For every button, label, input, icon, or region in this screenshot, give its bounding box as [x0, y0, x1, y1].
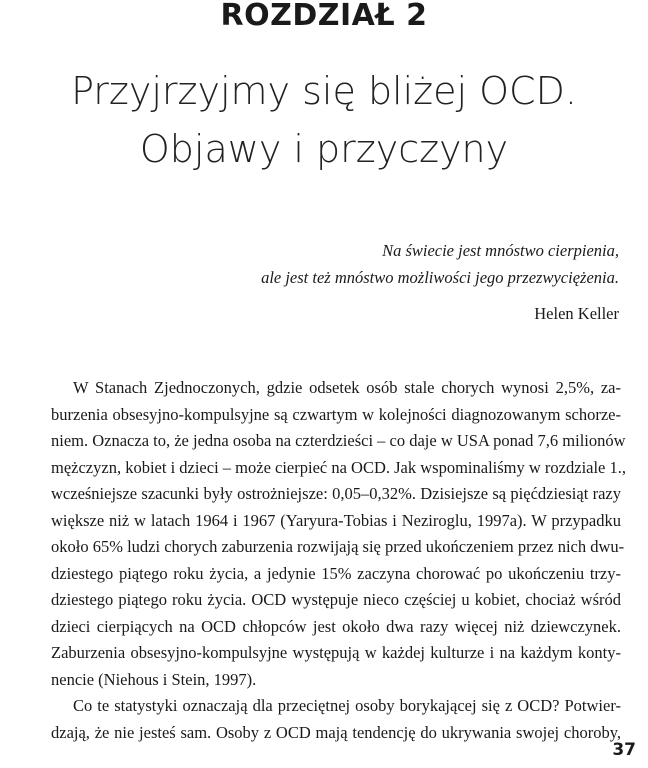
paragraph-line: dzieci cierpiących na OCD chłopców jest około dwa razy więcej niż dziewczynek.	[51, 616, 621, 636]
paragraph-line: około 65% ludzi chorych zaburzenia rozwijają się przed ukończeniem przez nich dwu-	[51, 537, 625, 556]
chapter-title-line-1: Przyjrzyjmy się bliżej OCD.	[71, 69, 577, 113]
page-number: 37	[612, 740, 636, 760]
paragraph-line: nencie (Niehous i Stein, 1997).	[51, 669, 257, 689]
chapter-label: ROZDZIAŁ 2	[220, 0, 428, 33]
paragraph-line: dziestego piątego roku życia. OCD występuje nieco częściej u kobiet, chociaż wśród	[51, 590, 621, 609]
paragraph-line: dziestego piątego roku życia, a jedynie 15% zaczyna chorować po ukończeniu trzy-	[51, 563, 621, 583]
paragraph-line: burzenia obsesyjno-kompulsyjne są czwartym w kolejności diagnozowanym schorze-	[51, 404, 621, 424]
epigraph-line-1: Na świecie jest mnóstwo cierpienia,	[382, 241, 619, 260]
paragraph-line: niem. Oznacza to, że jedna osoba na czterdzieści – co daje w USA ponad 7,6 milionów	[51, 431, 626, 450]
chapter-title-line-2: Objawy i przyczyny	[139, 127, 509, 171]
epigraph	[59, 237, 619, 327]
paragraph-line: mężczyzn, kobiet i dzieci – może cierpieć na OCD. Jak wspominaliśmy w rozdziale 1.,	[51, 457, 627, 477]
paragraph-line: dzają, że nie jesteś sam. Osoby z OCD mają tendencję do ukrywania swojej choroby,	[51, 722, 621, 742]
epigraph-line-2: ale jest też mnóstwo możliwości jego przezwyciężenia.	[261, 268, 619, 287]
epigraph-author: Helen Keller	[534, 304, 619, 323]
paragraph-line: Co te statystyki oznaczają dla przeciętnej osoby borykającej się z OCD? Potwier-	[73, 696, 621, 715]
body-text	[29, 375, 627, 746]
paragraph-1	[29, 375, 627, 693]
paragraph-line: wcześniejsze szacunki były ostrożniejsze: 0,05–0,32%. Dzisiejsze są pięćdziesiąt razy	[51, 484, 621, 503]
paragraph-2	[29, 693, 621, 746]
chapter-title	[0, 62, 648, 178]
paragraph-line: W Stanach Zjednoczonych, gdzie odsetek osób stale chorych wynosi 2,5%, za-	[73, 378, 621, 397]
paragraph-line: większe niż w latach 1964 i 1967 (Yaryura-Tobias i Neziroglu, 1997a). W przypadku	[51, 510, 621, 530]
paragraph-line: Zaburzenia obsesyjno-kompulsyjne występują w każdej kulturze i na każdym konty-	[51, 643, 621, 662]
